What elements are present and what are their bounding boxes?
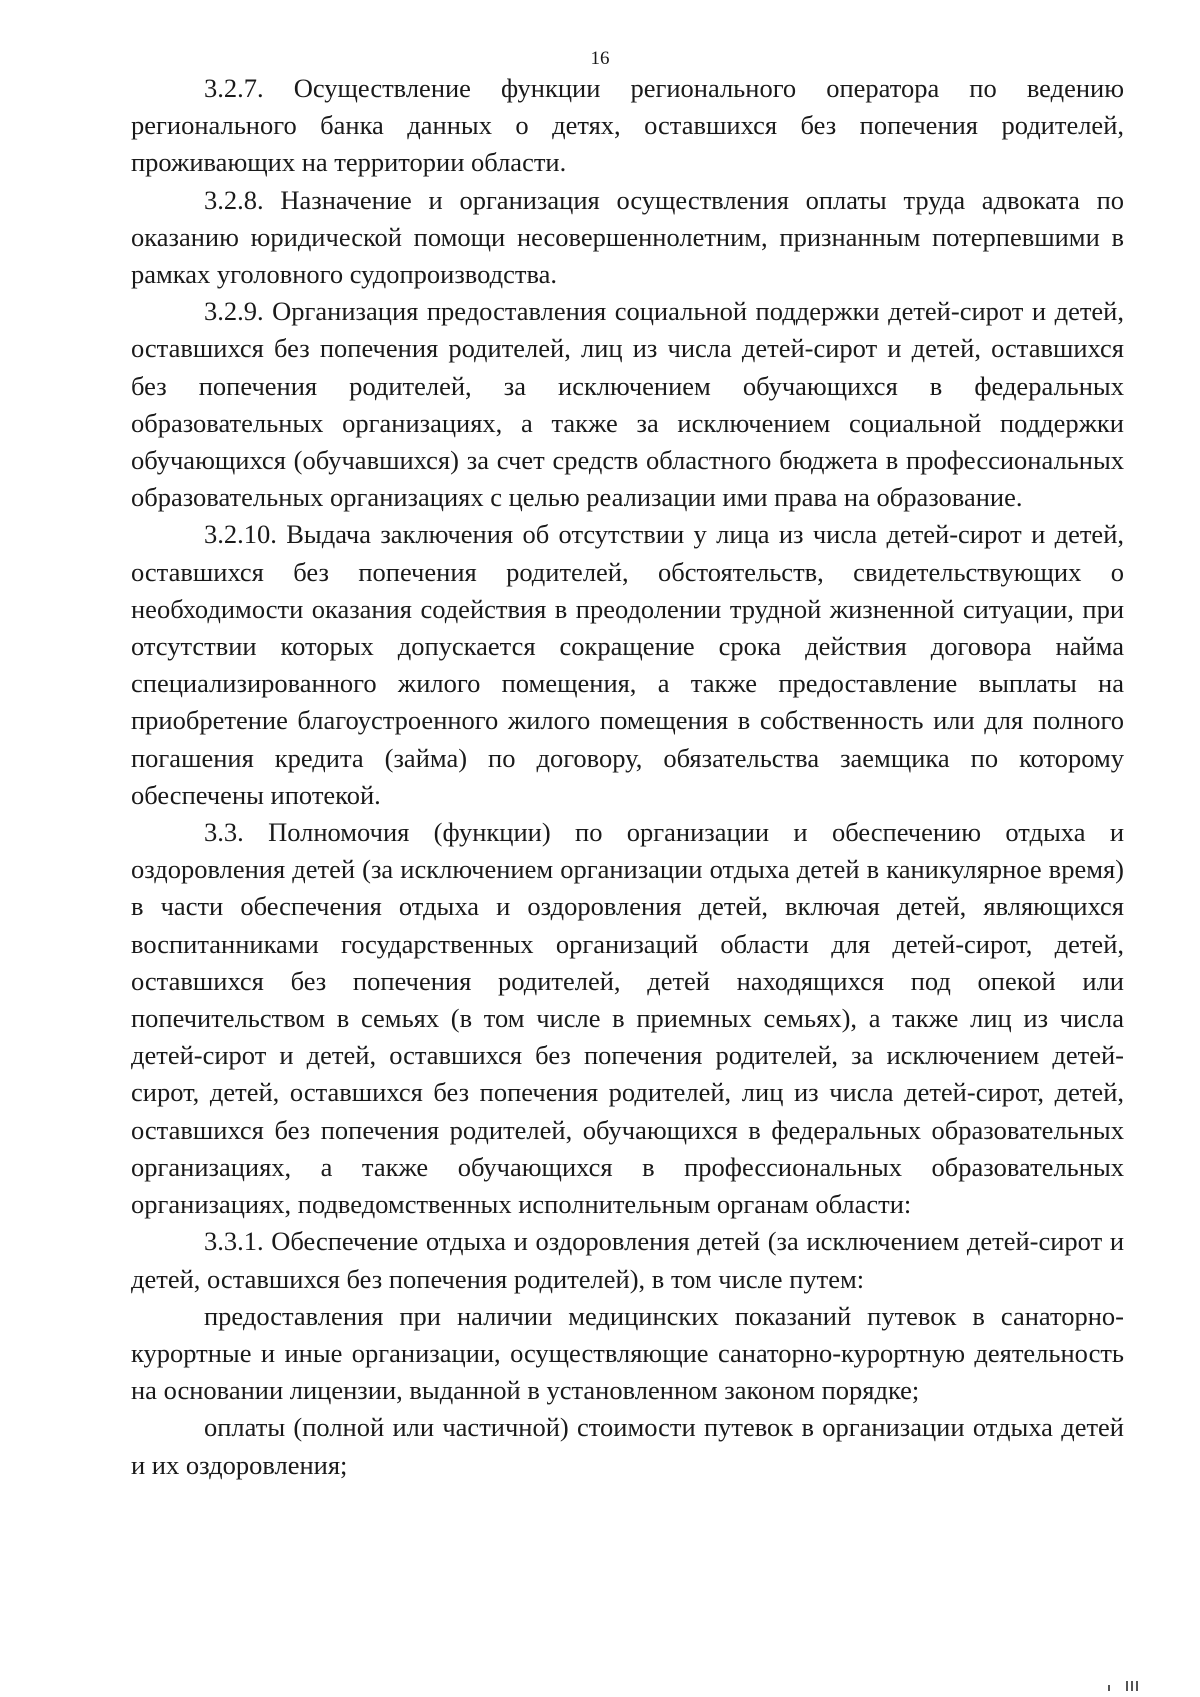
scan-corner-marks bbox=[1100, 1677, 1160, 1691]
paragraph-3-3-1: 3.3.1. Обеспечение отдыха и оздоровления детей (за исключением детей-сирот и детей, оставшихся без попечения родителей), в том числе путем: bbox=[131, 1226, 1124, 1294]
paragraph-3-2-10: 3.2.10. Выдача заключения об отсутствии у лица из числа детей-сирот и детей, оставшихся без попечения родителей, обстоятельств, свидетельствующих о необходимости оказания содействия в преодолении трудной жизненной ситуации, при отсутствии которых допускается сокращение срока действия договора найма специализированного жилого помещения, а также предоставление выплаты на приобретение благоустроенного жилого помещения в собственность или для полного погашения кредита (займа) по договору, обязательства заемщика по которому обеспечены ипотекой. bbox=[131, 519, 1124, 810]
paragraph-3-2-7: 3.2.7. Осуществление функции регионального оператора по ведению регионального банка данных о детях, оставшихся без попечения родителей, проживающих на территории области. bbox=[131, 73, 1124, 178]
paragraph-sanatorium-vouchers: предоставления при наличии медицинских показаний путевок в санаторно-курортные и иные организации, осуществляющие санаторно-курортную деятельность на основании лицензии, выданной в установленном законом порядке; bbox=[131, 1300, 1124, 1406]
paragraph-3-2-9: 3.2.9. Организация предоставления социальной поддержки детей-сирот и детей, оставшихся без попечения родителей, лиц из числа детей-сирот и детей, оставшихся без попечения родителей, за исключением обучающихся в федеральных образовательных организациях, а также за исключением социальной поддержки обучающихся (обучавшихся) за счет средств областного бюджета в профессиональных образовательных организациях с целью реализации ими права на образование. bbox=[131, 296, 1124, 513]
paragraph-voucher-payment: оплаты (полной или частичной) стоимости путевок в организации отдыха детей и их оздоровления; bbox=[131, 1412, 1124, 1480]
paragraph-3-2-8: 3.2.8. Назначение и организация осуществления оплаты труда адвоката по оказанию юридической помощи несовершеннолетним, признанным потерпевшими в рамках уголовного судопроизводства. bbox=[131, 184, 1124, 290]
page-number: 16 bbox=[590, 48, 610, 69]
paragraph-3-3: 3.3. Полномочия (функции) по организации и обеспечению отдыха и оздоровления детей (за исключением организации отдыха детей в каникулярное время) в части обеспечения отдыха и оздоровления детей, включая детей, являющихся воспитанниками государственных организаций области для детей-сирот, детей, оставшихся без попечения родителей, детей находящихся под опекой или попечительством в семьях (в том числе в приемных семьях), а также лиц из числа детей-сирот и детей, оставшихся без попечения родителей, за исключением детей-сирот, детей, оставшихся без попечения родителей, лиц из числа детей-сирот, детей, оставшихся без попечения родителей, обучающихся в федеральных образовательных организациях, а также обучающихся в профессиональных образовательных организациях, подведомственных исполнительным органам области: bbox=[131, 817, 1124, 1220]
document-body bbox=[131, 70, 1124, 1484]
